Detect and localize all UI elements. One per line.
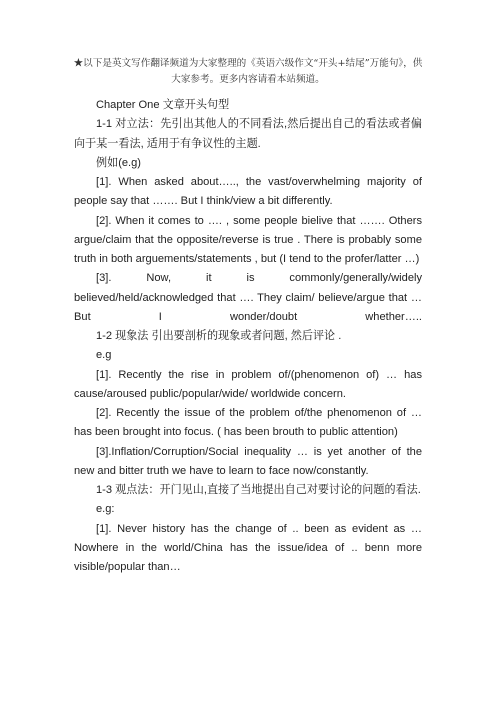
example-sentence: [3].Inflation/Corruption/Social inequality … is yet another of the new and bitter truth we have to learn to face now/constantly. — [74, 445, 422, 477]
example-label: e.g: — [96, 503, 115, 516]
header-note: ★以下是英文写作翻译频道为大家整理的《英语六级作文“开头+结尾”万能句》，供大家参考。更多内容请看本站频道。 — [73, 58, 423, 85]
example-sentence: [1]. Recently the rise in problem of/(phenomenon of) … has cause/aroused public/popular/wide/ worldwide concern. — [74, 368, 422, 400]
example-sentence: [2]. Recently the issue of the problem of/the phenomenon of …has been brought into focus. ( has been brouth to public attention) — [74, 407, 422, 439]
document-body — [74, 96, 422, 577]
example-sentence: [3]. Now, it is commonly/generally/widely believed/held/acknowledged that …. They claim/ believe/argue that … But I wonder/doubt whether….. — [74, 272, 422, 323]
chapter-title: Chapter One 文章开头句型 — [96, 99, 230, 111]
section-heading: 1-1 对立法：先引出其他人的不同看法,然后提出自己的看法或者偏向于某一看法, 适用于有争议性的主题. — [74, 118, 422, 150]
section-heading: 1-2 现象法 引出要剖析的现象或者问题, 然后评论 . — [96, 330, 342, 342]
example-sentence: [2]. When it comes to …. , some people bielive that ……. Others argue/claim that the opposite/reverse is true . There is probably some truth in both arguements/statements , but (I tend to the profer/latter …) — [74, 214, 422, 265]
section-heading: 1-3 观点法：开门见山,直接了当地提出自己对要讨论的问题的看法. — [96, 484, 421, 496]
example-label: 例如(e.g) — [96, 156, 141, 169]
example-sentence: [1]. When asked about….., the vast/overwhelming majority of people say that ……. But I think/view a bit differently. — [74, 176, 422, 208]
example-sentence: [1]. Never history has the change of .. been as evident as … Nowhere in the world/China has the issue/idea of .. benn more visible/popular than… — [74, 522, 422, 573]
example-label: e.g — [96, 349, 112, 362]
